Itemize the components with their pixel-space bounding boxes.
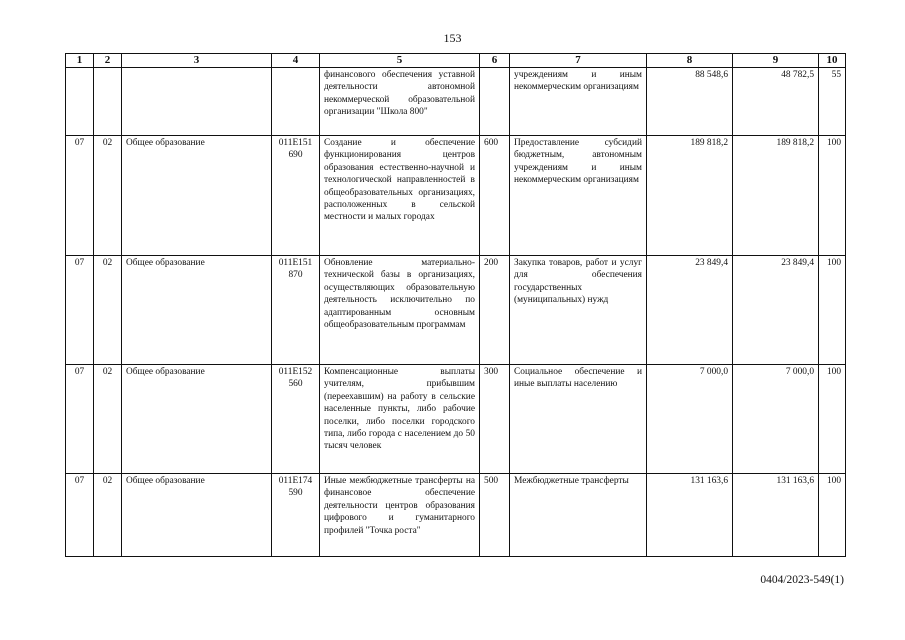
subsection-name: Общее образование [122, 365, 272, 474]
execution-percent: 100 [819, 365, 846, 474]
section-code: 07 [66, 136, 94, 256]
document-code: 0404/2023-549(1) [760, 574, 844, 586]
expense-type-code [480, 68, 510, 136]
header-cell-9: 9 [733, 54, 819, 68]
executed-amount: 189 818,2 [733, 136, 819, 256]
executed-amount: 48 782,5 [733, 68, 819, 136]
expense-type-name: Предоставление субсидий бюджетным, автономным учреждениям и иным некоммерческим организациям [510, 136, 647, 256]
planned-amount: 88 548,6 [647, 68, 733, 136]
target-article-name: финансового обеспечения уставной деятельности автономной некоммерческой образовательной организации "Школа 800" [320, 68, 480, 136]
expense-type-code: 600 [480, 136, 510, 256]
subsection-code: 02 [94, 365, 122, 474]
table-row [66, 365, 846, 474]
header-row [66, 54, 846, 68]
table-row [66, 136, 846, 256]
subsection-code: 02 [94, 256, 122, 365]
target-article-code: 011Е151 870 [272, 256, 320, 365]
table-row [66, 256, 846, 365]
header-cell-5: 5 [320, 54, 480, 68]
execution-percent: 55 [819, 68, 846, 136]
target-article-name: Создание и обеспечение функционирования центров образования естественно-научной и технологической направленностей в общеобразовательных организациях, расположенных в сельской местности и малых городах [320, 136, 480, 256]
header-cell-8: 8 [647, 54, 733, 68]
section-code: 07 [66, 365, 94, 474]
execution-percent: 100 [819, 474, 846, 557]
planned-amount: 189 818,2 [647, 136, 733, 256]
executed-amount: 131 163,6 [733, 474, 819, 557]
expense-type-name: Социальное обеспечение и иные выплаты населению [510, 365, 647, 474]
planned-amount: 23 849,4 [647, 256, 733, 365]
subsection-code [94, 68, 122, 136]
planned-amount: 7 000,0 [647, 365, 733, 474]
header-cell-6: 6 [480, 54, 510, 68]
target-article-code: 011Е151 690 [272, 136, 320, 256]
header-cell-10: 10 [819, 54, 846, 68]
expense-type-code: 200 [480, 256, 510, 365]
executed-amount: 7 000,0 [733, 365, 819, 474]
header-cell-2: 2 [94, 54, 122, 68]
target-article-code: 011Е174 590 [272, 474, 320, 557]
subsection-name [122, 68, 272, 136]
subsection-name: Общее образование [122, 474, 272, 557]
target-article-code: 011Е152 560 [272, 365, 320, 474]
target-article-name: Иные межбюджетные трансферты на финансовое обеспечение деятельности центров образования цифрового и гуманитарного профилей "Точка роста" [320, 474, 480, 557]
expense-type-code: 500 [480, 474, 510, 557]
execution-percent: 100 [819, 136, 846, 256]
target-article-code [272, 68, 320, 136]
target-article-name: Компенсационные выплаты учителям, прибывшим (переехавшим) на работу в сельские населенные пункты, либо рабочие поселки, либо поселки городского типа, либо города с населением до 50 тысяч человек [320, 365, 480, 474]
header-cell-3: 3 [122, 54, 272, 68]
table-row [66, 68, 846, 136]
page-number: 153 [443, 31, 462, 45]
subsection-code: 02 [94, 136, 122, 256]
header-cell-1: 1 [66, 54, 94, 68]
target-article-name: Обновление материально-технической базы в организациях, осуществляющих образовательную деятельность исключительно по адаптированным основным общеобразовательным программам [320, 256, 480, 365]
section-code [66, 68, 94, 136]
subsection-code: 02 [94, 474, 122, 557]
execution-percent: 100 [819, 256, 846, 365]
header-cell-7: 7 [510, 54, 647, 68]
expense-type-name: учреждениям и иным некоммерческим организациям [510, 68, 647, 136]
subsection-name: Общее образование [122, 136, 272, 256]
header-cell-4: 4 [272, 54, 320, 68]
budget-table [65, 53, 846, 557]
executed-amount: 23 849,4 [733, 256, 819, 365]
planned-amount: 131 163,6 [647, 474, 733, 557]
section-code: 07 [66, 256, 94, 365]
expense-type-name: Межбюджетные трансферты [510, 474, 647, 557]
subsection-name: Общее образование [122, 256, 272, 365]
table-row [66, 474, 846, 557]
expense-type-name: Закупка товаров, работ и услуг для обеспечения государственных (муниципальных) нужд [510, 256, 647, 365]
section-code: 07 [66, 474, 94, 557]
expense-type-code: 300 [480, 365, 510, 474]
